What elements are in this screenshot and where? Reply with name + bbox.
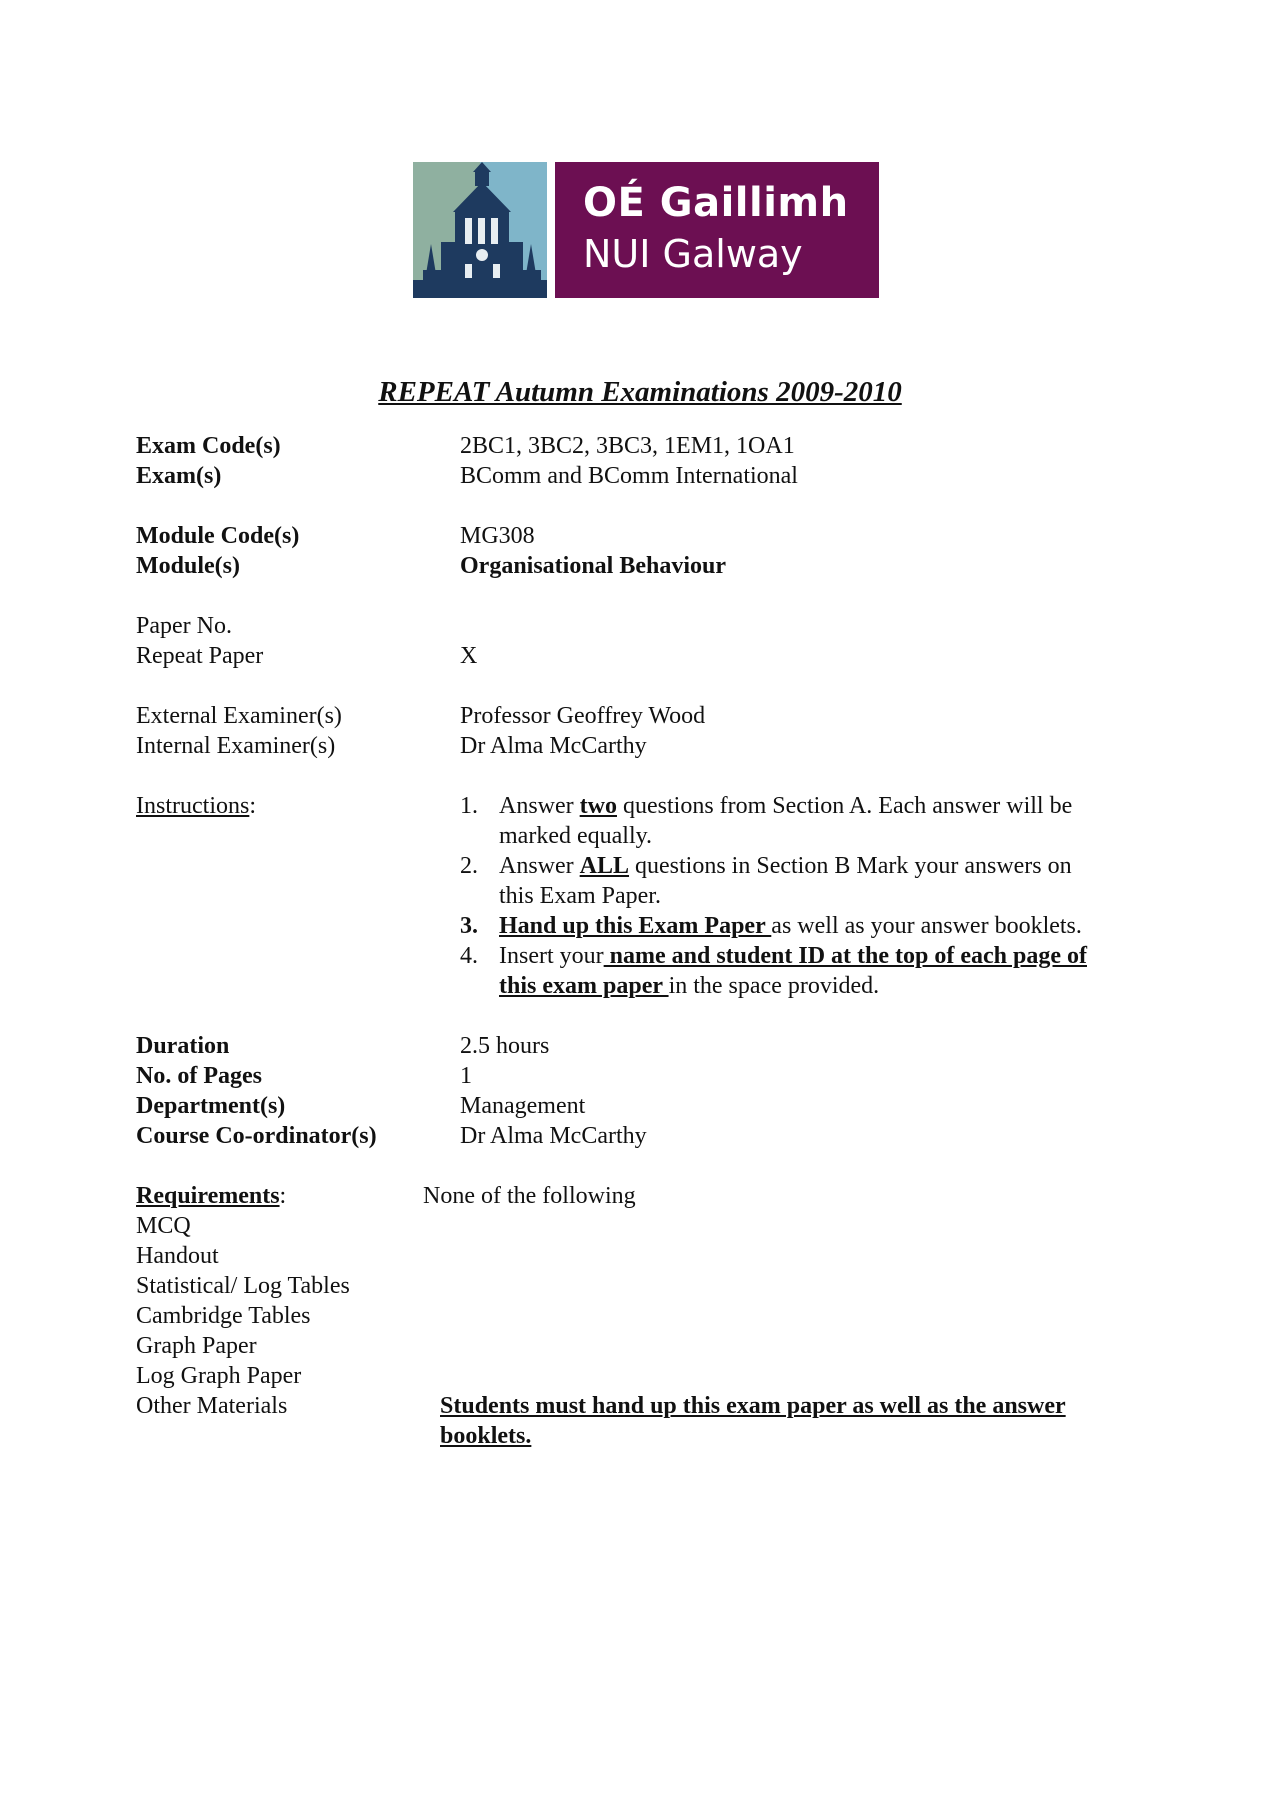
instructions-label: [136, 791, 256, 821]
requirement-item: Other Materials: [136, 1393, 288, 1419]
instruction-1-continuation: marked equally.: [499, 823, 653, 849]
instruction-4: [499, 941, 1087, 971]
instruction-4-text-b: in the space provided.: [668, 973, 880, 999]
external-examiner-label: External Examiner(s): [136, 703, 342, 729]
requirement-item: Graph Paper: [136, 1333, 257, 1359]
instruction-4-continuation: [499, 971, 879, 1001]
modules-label: Module(s): [136, 553, 240, 579]
instruction-2-emphasis: ALL: [579, 853, 630, 879]
instruction-1-number: 1.: [460, 793, 478, 819]
instruction-4-emphasis-2: this exam paper: [499, 973, 669, 999]
instruction-2-continuation: this Exam Paper.: [499, 883, 661, 909]
coordinator-value: Dr Alma McCarthy: [460, 1123, 647, 1149]
instruction-2-text-b: questions in Section B Mark your answers on: [629, 853, 1072, 879]
internal-examiner-value: Dr Alma McCarthy: [460, 733, 647, 759]
instruction-3-number: 3.: [460, 913, 478, 939]
instruction-3-text: as well as your answer booklets.: [771, 913, 1082, 939]
external-examiner-value: Professor Geoffrey Wood: [460, 703, 706, 729]
internal-examiner-label: Internal Examiner(s): [136, 733, 336, 759]
instruction-1-text-b: questions from Section A. Each answer will be: [616, 793, 1073, 819]
duration-label: Duration: [136, 1033, 230, 1059]
instruction-2-number: 2.: [460, 853, 478, 879]
university-logo: [413, 162, 879, 298]
exams-label: Exam(s): [136, 463, 222, 489]
module-codes-label: Module Code(s): [136, 523, 300, 549]
instruction-4-number: 4.: [460, 943, 478, 969]
tower-logo-icon: [413, 162, 547, 298]
hand-up-note-line-2: booklets.: [440, 1423, 532, 1449]
module-codes-value: MG308: [460, 523, 535, 549]
exam-codes-value: 2BC1, 3BC2, 3BC3, 1EM1, 1OA1: [460, 433, 795, 459]
instruction-3-emphasis: Hand up this Exam Paper: [499, 913, 772, 939]
instruction-2-text-a: Answer: [499, 853, 580, 879]
instruction-4-text-a: Insert your: [499, 943, 604, 969]
exams-value: BComm and BComm International: [460, 463, 798, 489]
instructions-colon: :: [249, 793, 256, 819]
requirement-item: Statistical/ Log Tables: [136, 1273, 350, 1299]
modules-value: Organisational Behaviour: [460, 553, 727, 579]
requirement-item: MCQ: [136, 1213, 191, 1239]
pages-label: No. of Pages: [136, 1063, 262, 1089]
instruction-1-text-a: Answer: [499, 793, 580, 819]
requirement-item: Cambridge Tables: [136, 1303, 311, 1329]
department-value: Management: [460, 1093, 586, 1119]
logo-line-irish: OÉ Gaillimh: [583, 180, 849, 226]
instruction-4-emphasis: name and student ID at the top of each page of: [603, 943, 1087, 969]
repeat-paper-value: X: [460, 643, 478, 669]
requirements-label-text: Requirements: [136, 1183, 280, 1209]
coordinator-label: Course Co-ordinator(s): [136, 1123, 377, 1149]
duration-value: 2.5 hours: [460, 1033, 550, 1059]
instructions-label-text: Instructions: [136, 793, 250, 819]
page-title: REPEAT Autumn Examinations 2009-2010: [378, 376, 902, 408]
exam-codes-label: Exam Code(s): [136, 433, 281, 459]
department-label: Department(s): [136, 1093, 286, 1119]
requirements-value: None of the following: [423, 1183, 636, 1209]
pages-value: 1: [460, 1063, 472, 1089]
instruction-2: [499, 851, 1072, 881]
logo-wordmark: [555, 162, 879, 298]
hand-up-note-line-1: Students must hand up this exam paper as well as the answer: [440, 1393, 1066, 1419]
instruction-1: [499, 791, 1072, 821]
paper-no-label: Paper No.: [136, 613, 232, 639]
requirements-label: [136, 1181, 286, 1211]
instruction-1-emphasis: two: [579, 793, 617, 819]
repeat-paper-label: Repeat Paper: [136, 643, 264, 669]
requirements-colon: :: [279, 1183, 287, 1209]
requirement-item: Log Graph Paper: [136, 1363, 302, 1389]
requirement-item: Handout: [136, 1243, 219, 1269]
logo-line-english: NUI Galway: [583, 232, 803, 276]
instruction-3: [499, 911, 1082, 941]
